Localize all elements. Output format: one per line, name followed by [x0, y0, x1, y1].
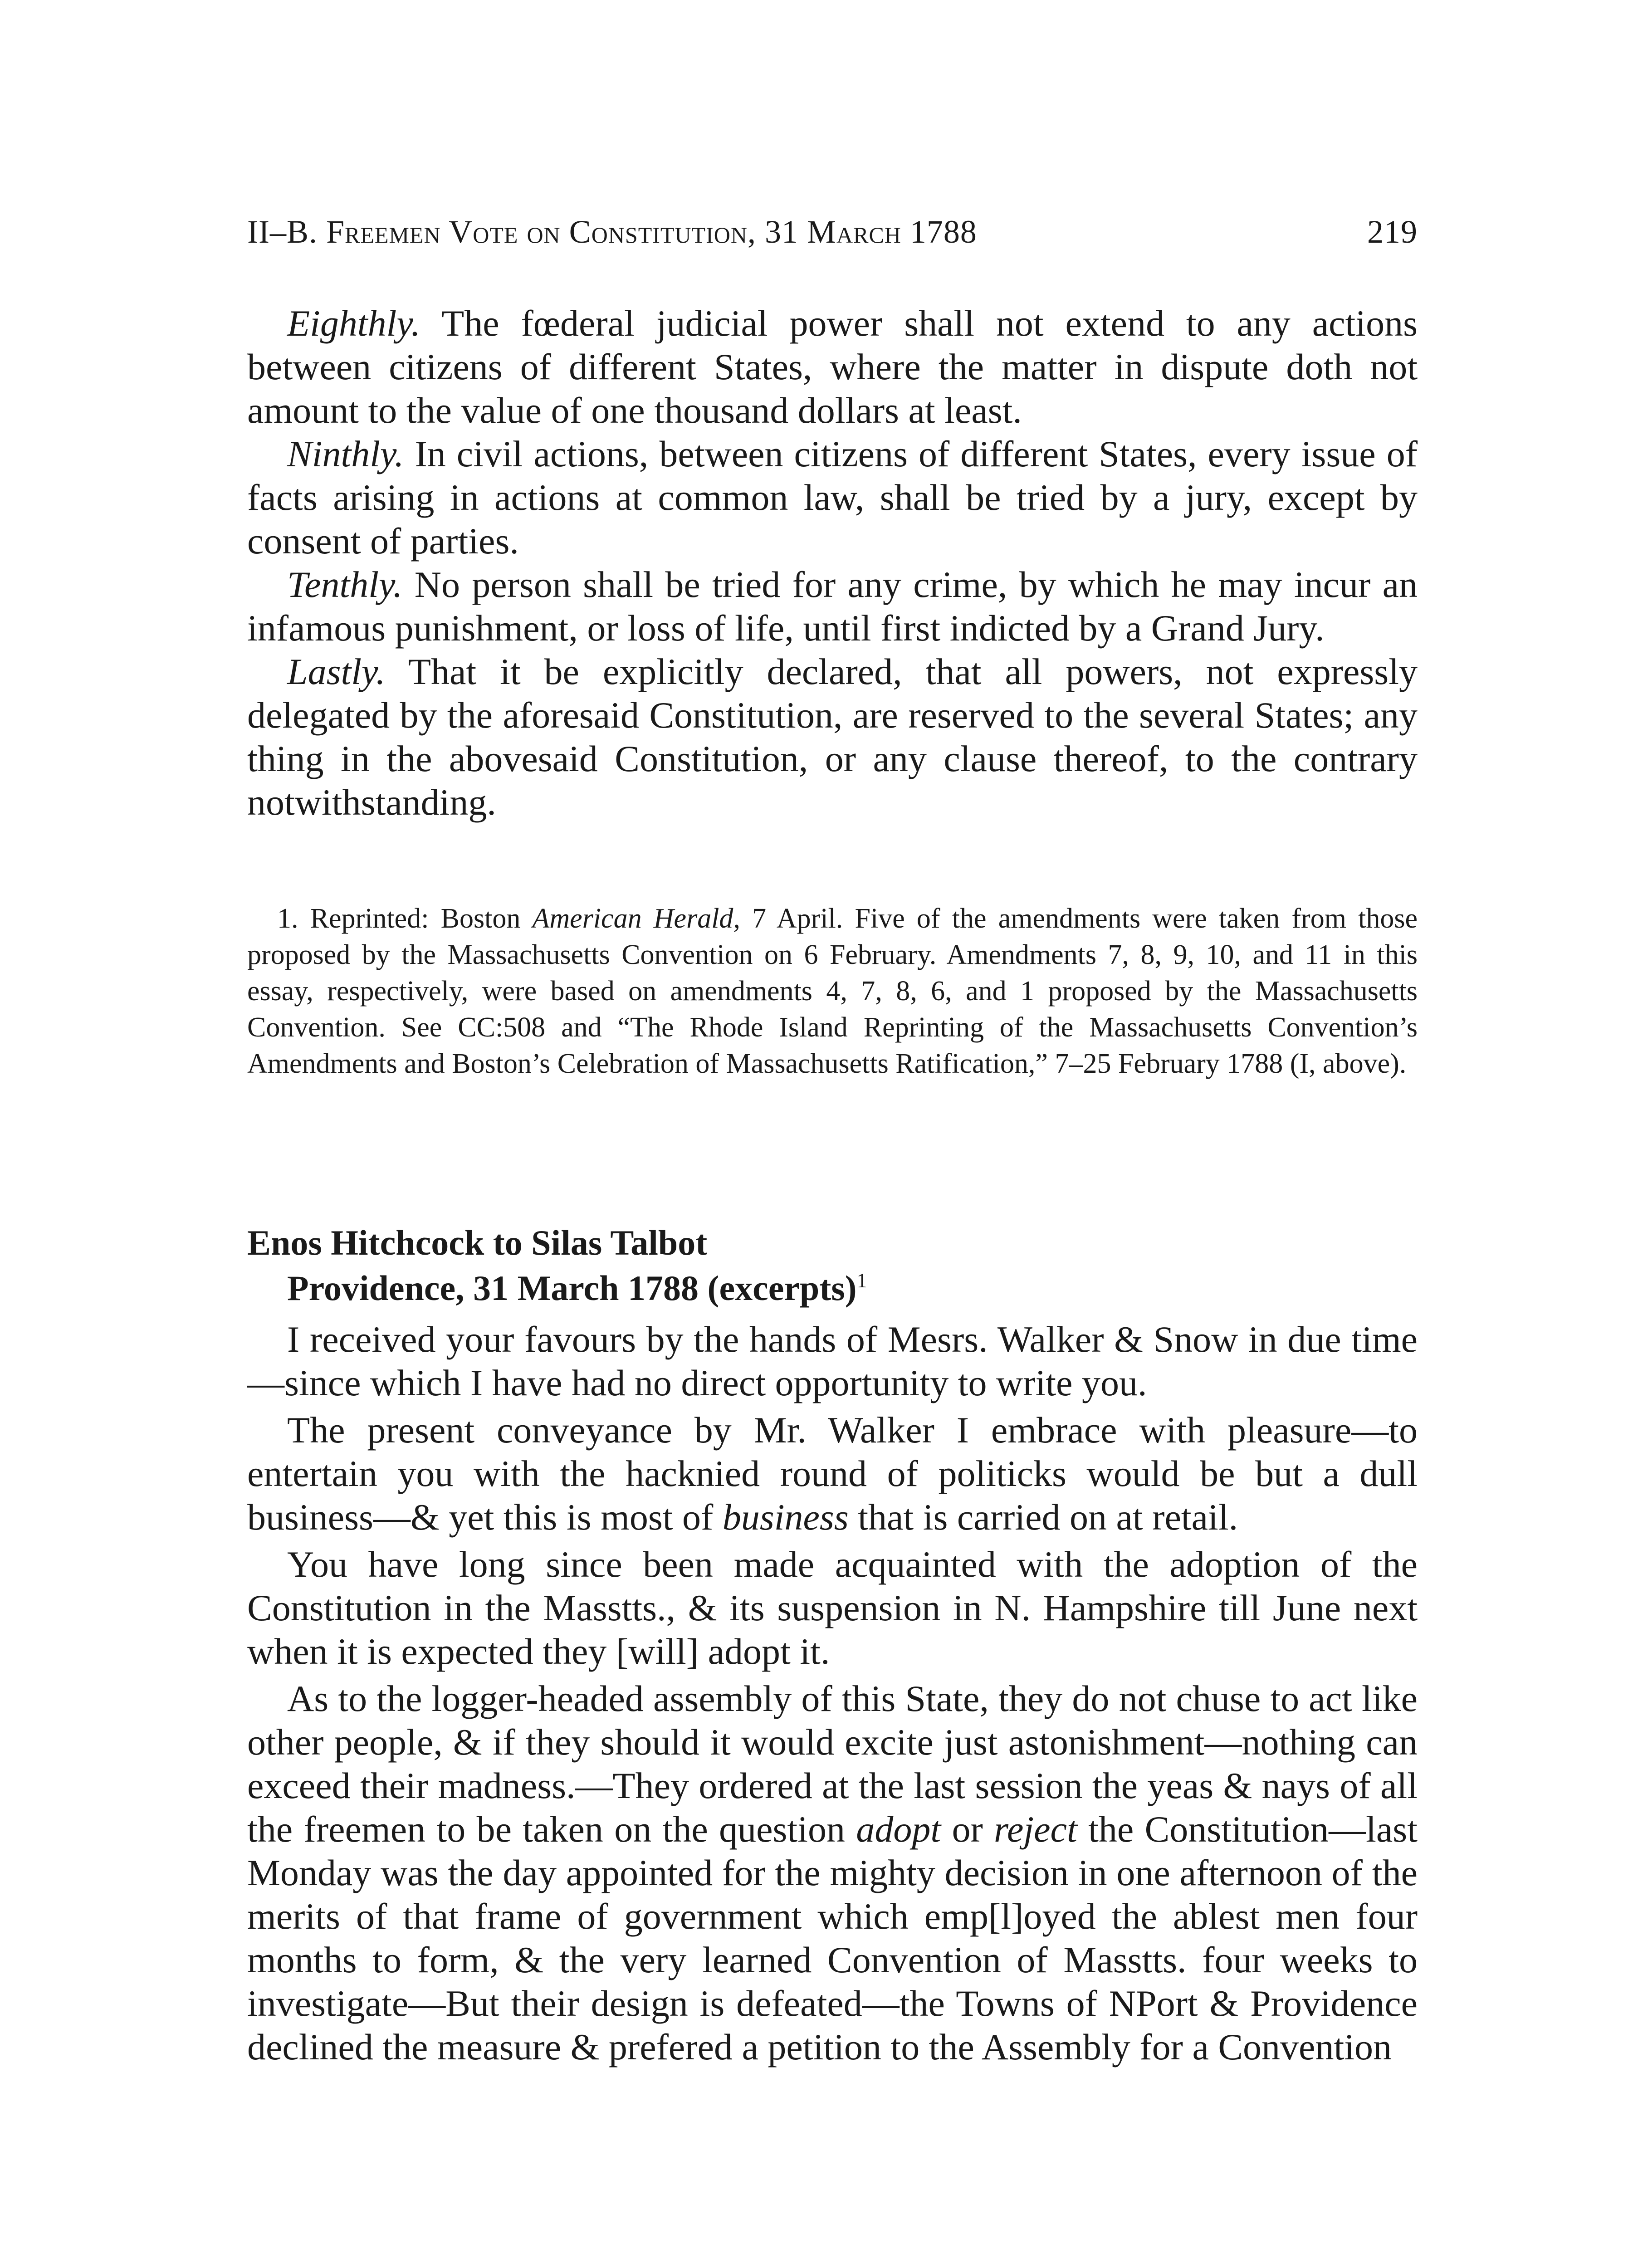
emphasis-run: adopt [856, 1809, 941, 1850]
footnote-1 [247, 900, 1418, 1082]
letter-body [247, 1318, 1418, 2072]
amendment-label: Ninthly. [287, 433, 404, 474]
heading-line-1: Enos Hitchcock to Silas Talbot [247, 1223, 708, 1262]
letter-paragraph [247, 1408, 1418, 1539]
amendment-text: In civil actions, between citizens of different States, every issue of facts arising in actions at common law, shall be tried by a jury, except by consent of parties. [247, 433, 1418, 562]
letter-paragraph: I received your favours by the hands of Mesrs. Walker & Snow in due time—since which I have had no direct opportunity to write you. [247, 1319, 1418, 1403]
text-run: the Constitution—last Monday was the day appointed for the mighty decision in one afternoon of the merits of that frame of government which emp[l]oyed the ablest men four months to form, & the very learned Convention of Masstts. four weeks to investigate—But their design is defeated—the Towns of NPort & Providence declined the measure & prefered a petition to the Assembly for a Convention [247, 1809, 1418, 2068]
amendment-paragraph [247, 302, 1418, 432]
letter-paragraph: You have long since been made acquainted with the adoption of the Constitution in the Masstts., & its suspension in N. Hampshire till June next when it is expected they [will] adopt it. [247, 1544, 1418, 1672]
page-header [247, 213, 1418, 268]
text-run: that is carried on at retail. [848, 1496, 1238, 1538]
page-number: 219 [1367, 214, 1418, 250]
footnote-lead: 1. Reprinted: Boston [277, 903, 533, 934]
amendment-label: Eighthly. [287, 303, 420, 344]
amendment-paragraph [247, 563, 1418, 650]
footnote-text: 7 April. Five of the amendments were taken from those proposed by the Massachusetts Convention on 6 February. Amendments 7, 8, 9, 10, and 11 in this essay, respectively, were based on amendments 4, 7, 8, 6, and 1 proposed by the Massachusetts Convention. See CC:508 and “The Rhode Island Reprinting of the Massachusetts Convention’s Amendments and Boston’s Celebration of Massachusetts Ratification,” 7–25 February 1788 (I, above). [247, 903, 1418, 1079]
footnote-reference: 1 [856, 1269, 867, 1292]
amendment-text: No person shall be tried for any crime, by which he may incur an infamous punishment, or loss of life, until first indicted by a Grand Jury. [247, 564, 1418, 649]
amendment-text: The fœderal judicial power shall not extend to any actions between citizens of different States, where the matter in dispute doth not amount to the value of one thousand dollars at least. [247, 303, 1418, 431]
amendments-section [247, 302, 1418, 824]
heading-line-2 [247, 1266, 1418, 1311]
newspaper-title: American Herald, [532, 903, 740, 934]
emphasis-run: business [722, 1496, 849, 1538]
amendment-label: Lastly. [287, 651, 386, 692]
document-heading [247, 1220, 1418, 1311]
amendment-text: That it be explicitly declared, that all powers, not expressly delegated by the aforesaid Constitution, are reserved to the several States; any thing in the abovesaid Constitution, or any clause thereof, to the contrary notwithstanding. [247, 651, 1418, 823]
text-run: or [941, 1809, 994, 1850]
running-head: II–B. Freemen Vote on Constitution, 31 March 1788 [247, 214, 977, 250]
text-run: The present conveyance by Mr. Walker I embrace with pleasure—to entertain you with the hacknied round of politicks would be but a dull business—& yet this is most of [247, 1409, 1418, 1538]
amendment-label: Tenthly. [287, 564, 403, 605]
amendment-paragraph [247, 432, 1418, 563]
footnotes [247, 900, 1418, 1082]
text-run: As to the logger-headed assembly of this State, they do not chuse to act like other people, & if they should it would excite just astonishment—nothing can exceed their madness.—They ordered at the last session the yeas & nays of all the freemen to be taken on the question [247, 1678, 1418, 1850]
heading-place-date: Providence, 31 March 1788 (excerpts) [287, 1268, 857, 1308]
amendment-paragraph [247, 650, 1418, 824]
letter-paragraph [247, 1677, 1418, 2069]
emphasis-run: reject [994, 1809, 1077, 1850]
